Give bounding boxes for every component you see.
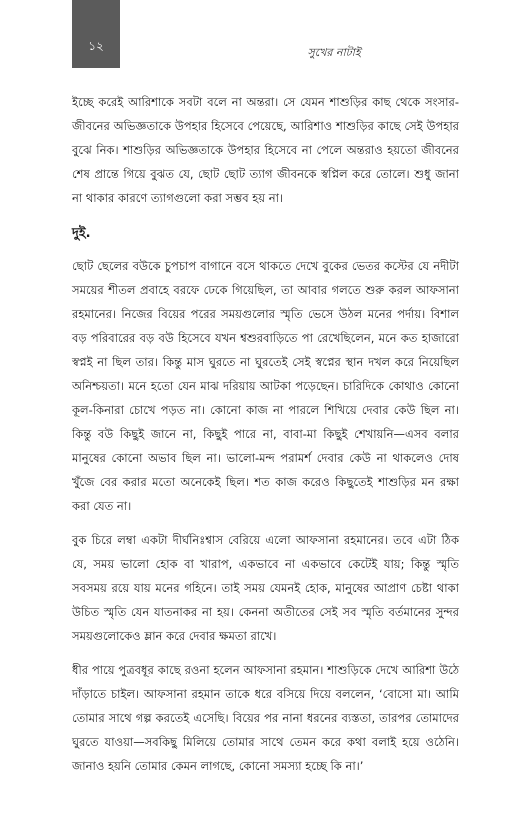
body-paragraph-3: বুক চিরে লম্বা একটা দীর্ঘনিঃশ্বাস বেরিয়ে এলো আফসানা রহমানের। তবে এটা ঠিক যে, সময় ভালো হোক বা খারাপ, একভাবে না একভাবে কেটেই যায়; কিন্তু স্মৃতি সবসময় রয়ে যায় মনের গহিনে। তাই সময় যেমনই হোক, মানুষের আপ্রাণ চেষ্টা থাকা উচিত স্মৃতি যেন যাতনাকর না হয়। কেননা অতীতের সেই সব স্মৃতি বর্তমানের সুন্দর সময়গুলোকেও ম্লান করে দেবার ক্ষমতা রাখে। [72,533,459,643]
body-paragraph-4: ধীর পায়ে পুত্রবধূর কাছে রওনা হলেন আফসানা রহমান। শাশুড়িকে দেখে আরিশা উঠে দাঁড়াতে চাইল। আফসানা রহমান তাকে ধরে বসিয়ে দিয়ে বললেন, ‘বোসো মা। আমি তোমার সাথে গল্প করতেই এসেছি। বিয়ের পর নানা ধরনের ব্যস্ততা, তারপর তোমাদের ঘুরতে যাওয়া—সবকিছু মিলিয়ে তোমার সাথে তেমন করে কথা বলাই হয়ে ওঠেনি। জানাও হয়নি তোমার কেমন লাগছে, কোনো সমস্যা হচ্ছে কি না।’ [72,663,459,773]
body-paragraph-1: ইচ্ছে করেই আরিশাকে সবটা বলে না অন্তরা। সে যেমন শাশুড়ির কাছ থেকে সংসার-জীবনের অভিজ্ঞতাকে উপহার হিসেবে পেয়েছে, আরিশাও শাশুড়ির কাছে সেই উপহার বুঝে নিক। শাশুড়ির অভিজ্ঞতাকে উপহার হিসেবে না পেলে অন্তরাও হয়তো জীবনের শেষ প্রান্তে গিয়ে বুঝত যে, ছোট ছোট ত্যাগ জীবনকে স্বপ্নিল করে তোলে। শুধু জানা না থাকার কারণে ত্যাগগুলো করা সম্ভব হয় না। [72,95,459,205]
body-paragraph-2: ছোট ছেলের বউকে চুপচাপ বাগানে বসে থাকতে দেখে বুকের ভেতর কস্টের যে নদীটা সময়ের শীতল প্রবাহে বরফে ঢেকে গিয়েছিল, তা আবার গলতে শুরু করল আফসানা রহমানের। নিজের বিয়ের পরের সময়গুলোর স্মৃতি ভেসে উঠল মনের পর্দায়। বিশাল বড় পরিবারের বড় বউ হিসেবে যখন শ্বশুরবাড়িতে পা রেখেছিলেন, মনে কত হাজারো স্বপ্নই না ছিল তার। কিন্তু মাস ঘুরতে না ঘুরতেই সেই স্বপ্নের স্থান দখল করে নিয়েছিল অনিশ্চয়তা। মনে হতো যেন মাঝ দরিয়ায় আটকা পড়েছেন। চারিদিকে কোথাও কোনো কূল-কিনারা চোখে পড়ত না। কোনো কাজ না পারলে শিখিয়ে দেবার কেউ ছিল না। কিন্তু বউ কিছুই জানে না, কিছুই পারে না, বাবা-মা কিছুই শেখায়নি—এসব বলার মানুষের কোনো অভাব ছিল না। ভালো-মন্দ পরামর্শ দেবার কেউ না থাকলেও দোষ খুঁজে বের করার মতো অনেকেই ছিল। শত কাজ করেও কিছুতেই শাশুড়ির মন রক্ষা করা যেত না। [72,259,459,513]
running-header-title: সুখের নাটাই [307,46,361,59]
page-number: ১২ [88,39,104,53]
page-body [72,90,459,788]
page-number-tab [72,0,120,68]
section-heading: দুই. [72,226,91,241]
